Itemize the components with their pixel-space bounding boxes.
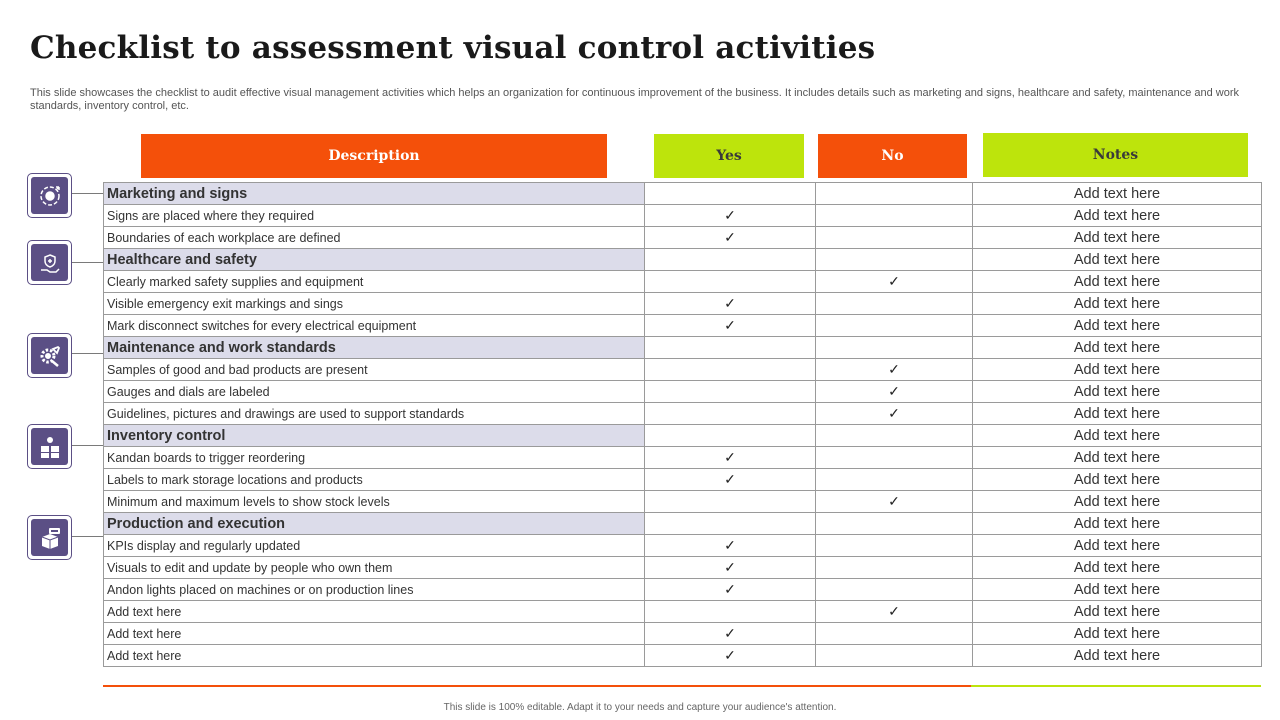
- row-notes-cell: Add text here: [973, 205, 1262, 227]
- row-description: Healthcare and safety: [104, 249, 645, 271]
- table-row: [104, 271, 1262, 293]
- header-no: No: [818, 134, 967, 178]
- table-row: [104, 381, 1262, 403]
- row-no-cell: ✓: [816, 601, 973, 623]
- row-notes-cell: Add text here: [973, 271, 1262, 293]
- icon-connector: [72, 536, 103, 537]
- row-no-cell: [816, 249, 973, 271]
- row-no-cell: [816, 623, 973, 645]
- section-row: [104, 513, 1262, 535]
- row-description: Inventory control: [104, 425, 645, 447]
- row-description: Add text here: [104, 623, 645, 645]
- row-yes-cell: ✓: [645, 315, 816, 337]
- row-description: Gauges and dials are labeled: [104, 381, 645, 403]
- table-row: [104, 359, 1262, 381]
- row-notes-cell: Add text here: [973, 183, 1262, 205]
- row-description: Marketing and signs: [104, 183, 645, 205]
- row-yes-cell: ✓: [645, 535, 816, 557]
- row-yes-cell: [645, 249, 816, 271]
- row-no-cell: ✓: [816, 381, 973, 403]
- table-row: [104, 403, 1262, 425]
- row-notes-cell: Add text here: [973, 601, 1262, 623]
- row-description: Clearly marked safety supplies and equipment: [104, 271, 645, 293]
- row-no-cell: [816, 535, 973, 557]
- table-row: [104, 579, 1262, 601]
- row-yes-cell: [645, 513, 816, 535]
- brain-cycle-icon: [27, 173, 72, 218]
- page-subtitle: This slide showcases the checklist to audit effective visual management activities which helps an organization for continuous improvement of the business. It includes details such as marketing and signs, healthcare and safety, maintenance and work standards, inventory control, etc.: [30, 87, 1240, 112]
- section-row: [104, 425, 1262, 447]
- icon-connector: [72, 193, 103, 194]
- row-no-cell: [816, 579, 973, 601]
- row-notes-cell: Add text here: [973, 469, 1262, 491]
- row-notes-cell: Add text here: [973, 645, 1262, 667]
- section-row: [104, 249, 1262, 271]
- inventory-boxes-icon: [27, 424, 72, 469]
- row-yes-cell: [645, 491, 816, 513]
- row-yes-cell: ✓: [645, 227, 816, 249]
- row-description: Guidelines, pictures and drawings are used to support standards: [104, 403, 645, 425]
- row-description: Add text here: [104, 601, 645, 623]
- row-description: Boundaries of each workplace are defined: [104, 227, 645, 249]
- row-notes-cell: Add text here: [973, 337, 1262, 359]
- row-no-cell: [816, 315, 973, 337]
- row-yes-cell: [645, 425, 816, 447]
- row-notes-cell: Add text here: [973, 359, 1262, 381]
- footer-note: This slide is 100% editable. Adapt it to your needs and capture your audience's attention.: [443, 702, 837, 713]
- row-no-cell: [816, 645, 973, 667]
- row-no-cell: [816, 227, 973, 249]
- table-bottom-accent-green: [971, 685, 1261, 687]
- healthcare-hand-icon: [27, 240, 72, 285]
- row-yes-cell: [645, 359, 816, 381]
- table-row: [104, 447, 1262, 469]
- row-notes-cell: Add text here: [973, 249, 1262, 271]
- row-yes-cell: ✓: [645, 205, 816, 227]
- gear-wrench-icon: [27, 333, 72, 378]
- row-notes-cell: Add text here: [973, 623, 1262, 645]
- row-notes-cell: Add text here: [973, 535, 1262, 557]
- section-row: [104, 337, 1262, 359]
- row-notes-cell: Add text here: [973, 557, 1262, 579]
- row-yes-cell: [645, 271, 816, 293]
- row-yes-cell: [645, 183, 816, 205]
- table-row: [104, 491, 1262, 513]
- row-description: KPIs display and regularly updated: [104, 535, 645, 557]
- checklist-table: [103, 182, 1262, 667]
- row-description: Production and execution: [104, 513, 645, 535]
- row-yes-cell: ✓: [645, 469, 816, 491]
- table-bottom-accent-orange: [103, 685, 971, 687]
- table-row: [104, 535, 1262, 557]
- row-description: Labels to mark storage locations and products: [104, 469, 645, 491]
- row-yes-cell: ✓: [645, 557, 816, 579]
- row-description: Kandan boards to trigger reordering: [104, 447, 645, 469]
- table-row: [104, 205, 1262, 227]
- row-yes-cell: [645, 337, 816, 359]
- row-yes-cell: [645, 403, 816, 425]
- table-row: [104, 293, 1262, 315]
- row-description: Minimum and maximum levels to show stock levels: [104, 491, 645, 513]
- row-description: Signs are placed where they required: [104, 205, 645, 227]
- row-description: Visible emergency exit markings and sings: [104, 293, 645, 315]
- row-notes-cell: Add text here: [973, 293, 1262, 315]
- row-description: Mark disconnect switches for every electrical equipment: [104, 315, 645, 337]
- row-description: Maintenance and work standards: [104, 337, 645, 359]
- table-row: [104, 601, 1262, 623]
- page-title: Checklist to assessment visual control activities: [30, 30, 876, 66]
- row-no-cell: ✓: [816, 271, 973, 293]
- row-no-cell: ✓: [816, 491, 973, 513]
- row-notes-cell: Add text here: [973, 491, 1262, 513]
- row-yes-cell: ✓: [645, 447, 816, 469]
- row-no-cell: [816, 557, 973, 579]
- row-no-cell: [816, 183, 973, 205]
- row-description: Add text here: [104, 645, 645, 667]
- table-row: [104, 315, 1262, 337]
- row-yes-cell: [645, 381, 816, 403]
- row-no-cell: ✓: [816, 359, 973, 381]
- icon-connector: [72, 353, 103, 354]
- header-notes: Notes: [983, 133, 1248, 177]
- row-description: Andon lights placed on machines or on production lines: [104, 579, 645, 601]
- header-description: Description: [141, 134, 607, 178]
- row-no-cell: [816, 293, 973, 315]
- section-row: [104, 183, 1262, 205]
- row-no-cell: ✓: [816, 403, 973, 425]
- row-yes-cell: ✓: [645, 293, 816, 315]
- row-yes-cell: ✓: [645, 645, 816, 667]
- row-no-cell: [816, 447, 973, 469]
- header-yes: Yes: [654, 134, 804, 178]
- row-no-cell: [816, 205, 973, 227]
- row-yes-cell: [645, 601, 816, 623]
- icon-connector: [72, 445, 103, 446]
- row-notes-cell: Add text here: [973, 447, 1262, 469]
- table-row: [104, 469, 1262, 491]
- row-notes-cell: Add text here: [973, 227, 1262, 249]
- row-notes-cell: Add text here: [973, 315, 1262, 337]
- row-no-cell: [816, 425, 973, 447]
- table-row: [104, 645, 1262, 667]
- row-no-cell: [816, 513, 973, 535]
- row-yes-cell: ✓: [645, 579, 816, 601]
- row-description: Samples of good and bad products are present: [104, 359, 645, 381]
- table-row: [104, 227, 1262, 249]
- row-notes-cell: Add text here: [973, 513, 1262, 535]
- row-notes-cell: Add text here: [973, 381, 1262, 403]
- row-notes-cell: Add text here: [973, 425, 1262, 447]
- row-notes-cell: Add text here: [973, 579, 1262, 601]
- icon-connector: [72, 262, 103, 263]
- row-notes-cell: Add text here: [973, 403, 1262, 425]
- row-no-cell: [816, 337, 973, 359]
- sold-tag-box-icon: [27, 515, 72, 560]
- row-no-cell: [816, 469, 973, 491]
- row-description: Visuals to edit and update by people who own them: [104, 557, 645, 579]
- table-row: [104, 557, 1262, 579]
- table-row: [104, 623, 1262, 645]
- row-yes-cell: ✓: [645, 623, 816, 645]
